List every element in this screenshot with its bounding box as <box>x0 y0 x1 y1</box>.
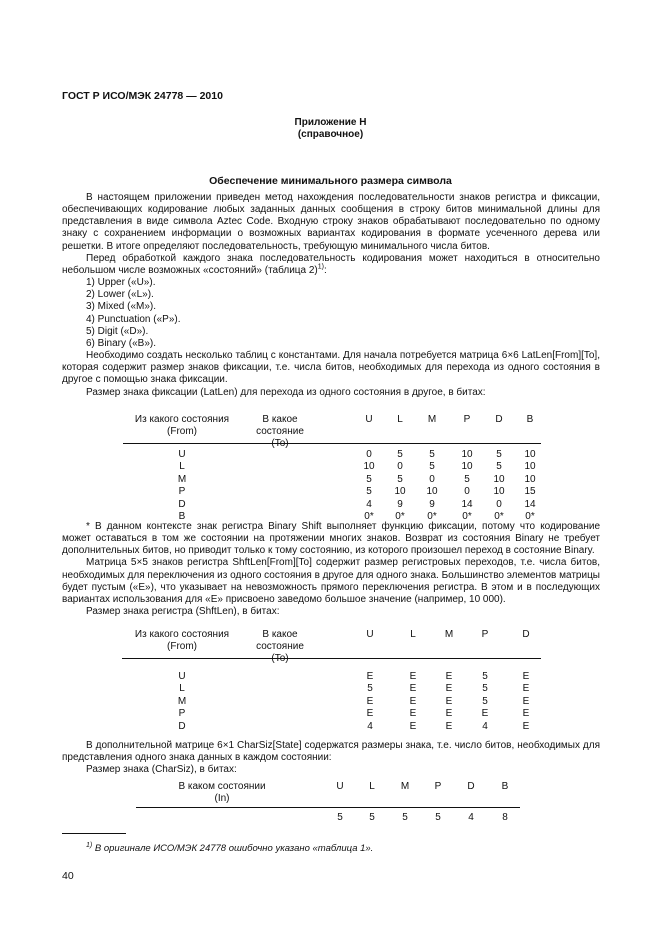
row-state: L <box>179 461 185 473</box>
appendix-heading <box>0 117 661 140</box>
column-header: M <box>444 629 454 640</box>
column-header: D <box>522 629 530 640</box>
paragraph: * В данном контексте знак регистра Binary Shift выполняет функцию фиксации, потому что кодирование может оставаться в том же состоянии на протяжении многих знаков. Возврат из состояния Binary не требует дополнительных битов, но приводит только к тому состоянию, из которого произошел переход в состояние Binary. <box>62 521 600 557</box>
table-cell: E <box>445 720 453 732</box>
table-cell: E <box>409 695 417 707</box>
column-header: M <box>427 414 437 425</box>
table-cell: E <box>445 671 453 682</box>
table-cell: E <box>445 695 453 707</box>
table-cell: 15 <box>524 486 536 498</box>
state-item: 6) Binary («B»). <box>86 337 157 349</box>
column-header: M <box>400 781 410 792</box>
paragraph-end: : <box>324 264 327 276</box>
paragraph: Размер знака (CharSiz), в битах: <box>86 764 237 776</box>
table-cell: E <box>522 683 530 695</box>
table-cell: E <box>366 695 374 707</box>
table-cell: 10 <box>394 486 406 498</box>
in-header: (In) <box>214 793 230 804</box>
paragraph <box>62 253 600 277</box>
table-rule <box>136 807 520 808</box>
table-cell: 5 <box>482 671 488 682</box>
table-cell: 10 <box>461 461 473 473</box>
middle-text <box>62 521 600 618</box>
table-cell: 5 <box>366 473 372 485</box>
table-cell: 5 <box>367 683 373 695</box>
from-header: Из какого состояния <box>134 414 230 425</box>
column-header: U <box>366 629 374 640</box>
state-item: 5) Digit («D»). <box>86 325 149 337</box>
table-cell: 0 <box>397 461 403 473</box>
column-header: B <box>501 781 509 792</box>
state-item: 4) Punctuation («P»). <box>86 313 181 325</box>
row-state: L <box>179 683 185 695</box>
footnote-ref: 1) <box>317 263 324 271</box>
table-cell: 5 <box>397 473 403 485</box>
document-header: ГОСТ Р ИСО/МЭК 24778 — 2010 <box>62 90 223 102</box>
footnote-divider <box>62 833 126 834</box>
column-header: D <box>495 414 503 425</box>
column-header: P <box>463 414 471 425</box>
column-header: L <box>397 414 403 425</box>
paragraph-text: Перед обработкой каждого знака последовательность кодирования может находиться в относительно небольшом числе возможных «состояний» (таблица 2) <box>62 252 600 276</box>
table-cell: E <box>409 720 417 732</box>
row-state: D <box>178 720 186 732</box>
table-cell: E <box>366 671 374 682</box>
table-cell: 5 <box>429 461 435 473</box>
table-cell: E <box>445 683 453 695</box>
table-cell: 0* <box>364 511 374 522</box>
column-header: U <box>336 781 344 792</box>
table-cell: 10 <box>493 486 505 498</box>
table-cell: 10 <box>461 449 473 460</box>
table-cell: 5 <box>435 812 441 823</box>
column-header: B <box>526 414 534 425</box>
table-cell: 5 <box>402 812 408 823</box>
table-cell: 8 <box>502 812 508 823</box>
state-item: 3) Mixed («M»). <box>86 301 157 313</box>
row-state: U <box>178 671 186 682</box>
paragraph: В настоящем приложении приведен метод нахождения последовательности знаков регистра и фиксации, обеспечивающих кодирование любых заданных данных сообщения в строку битов минимальной длины для представления в виде символа Aztec Code. Входную строку знаков обрабатывают последовательно по одному знаку с сохранением информации о возможных вариантах кодирования в формате усеченного дерева или решетки. В итоге определяют последовательность, требующую минимального числа битов. <box>62 192 600 252</box>
to-header: В какое <box>262 629 298 640</box>
from-header: (From) <box>167 426 197 437</box>
table-cell: 5 <box>496 449 502 460</box>
table-cell: E <box>409 708 417 720</box>
from-header: (From) <box>167 641 197 652</box>
table-cell: 5 <box>397 449 403 460</box>
to-header <box>271 653 288 665</box>
appendix-title: Приложение Н <box>294 117 367 128</box>
row-state: U <box>178 449 186 460</box>
table-cell: 4 <box>367 720 373 732</box>
table-cell: 5 <box>366 486 372 498</box>
table-cell: 4 <box>468 812 474 823</box>
table-cell: 0 <box>366 449 372 460</box>
table-cell: E <box>522 708 530 720</box>
table-cell: 5 <box>482 695 488 707</box>
table-cell: 0 <box>429 473 435 485</box>
table-cell: 10 <box>524 461 536 473</box>
state-item: 1) Upper («U»). <box>86 277 156 289</box>
table-cell: E <box>366 708 374 720</box>
to-header <box>271 438 288 450</box>
table-cell: 4 <box>366 498 372 510</box>
table-cell: 10 <box>493 473 505 485</box>
row-state: M <box>177 473 187 485</box>
from-header: Из какого состояния <box>134 629 230 640</box>
to-header: состояние <box>256 426 304 437</box>
table-cell: E <box>481 708 489 720</box>
table-cell: 5 <box>482 683 488 695</box>
paragraph: Размер знака регистра (ShftLen), в битах: <box>86 606 280 618</box>
table-cell: 0* <box>427 511 437 522</box>
footnote-mark: 1) <box>86 841 93 849</box>
table-cell: 9 <box>429 498 435 510</box>
column-header: D <box>467 781 475 792</box>
paragraph: Размер знака фиксации (LatLen) для перехода из одного состояния в другое, в битах: <box>86 386 486 398</box>
table-cell: 10 <box>363 461 375 473</box>
table-cell: 0* <box>494 511 504 522</box>
table-cell: 5 <box>369 812 375 823</box>
table-cell: E <box>522 671 530 682</box>
row-state: P <box>178 708 186 720</box>
table-cell: 0 <box>464 486 470 498</box>
footnote-text: В оригинале ИСО/МЭК 24778 ошибочно указано «таблица 1». <box>94 843 374 854</box>
column-header: U <box>365 414 373 425</box>
table-cell: 14 <box>524 498 536 510</box>
row-state: P <box>178 486 186 498</box>
table-cell: 4 <box>482 720 488 732</box>
row-state: D <box>178 498 186 510</box>
table-cell: E <box>409 671 417 682</box>
section-title: Обеспечение минимального размера символа <box>209 175 452 187</box>
table-cell: 5 <box>464 473 470 485</box>
paragraph: В дополнительной матрице 6×1 CharSiz[State] содержатся размеры знака, т.е. число битов, необходимых для представления одного знака данных в каждом состоянии: <box>62 740 600 764</box>
table-cell: 14 <box>461 498 473 510</box>
table-rule <box>122 658 541 659</box>
table-cell: 0 <box>496 498 502 510</box>
page-number: 40 <box>62 870 74 882</box>
column-header: P <box>481 629 489 640</box>
row-state: B <box>178 511 186 522</box>
charsiz-text <box>62 740 600 776</box>
table-rule <box>123 443 541 444</box>
table-cell: 10 <box>524 473 536 485</box>
table-cell: 10 <box>524 449 536 460</box>
table-cell: 0* <box>462 511 472 522</box>
table-cell: 0* <box>395 511 405 522</box>
row-state: M <box>177 695 187 707</box>
footnote <box>86 843 373 854</box>
table-cell: E <box>409 683 417 695</box>
in-header: В каком состоянии <box>178 781 266 792</box>
to-header: состояние <box>256 641 304 652</box>
column-header: L <box>410 629 416 640</box>
intro-text <box>62 192 600 399</box>
table-cell: E <box>522 720 530 732</box>
table-cell: 5 <box>429 449 435 460</box>
appendix-subtitle: (справочное) <box>297 128 364 140</box>
column-header: P <box>434 781 442 792</box>
column-header: L <box>369 781 375 792</box>
table-cell: 10 <box>426 486 438 498</box>
table-cell: 9 <box>397 498 403 510</box>
table-cell: 0* <box>525 511 535 522</box>
paragraph: Необходимо создать несколько таблиц с константами. Для начала потребуется матрица 6×6 LatLen[From][To], которая содержит размер знаков фиксации, т.е. числа битов, необходимых для перехода из одного состояния в другое с помощью знака фиксации. <box>62 350 600 386</box>
state-item: 2) Lower («L»). <box>86 289 154 301</box>
table-cell: E <box>445 708 453 720</box>
to-header: В какое <box>262 414 298 425</box>
table-cell: E <box>522 695 530 707</box>
table-cell: 5 <box>496 461 502 473</box>
table-cell: 5 <box>337 812 343 823</box>
paragraph: Матрица 5×5 знаков регистра ShftLen[From][To] содержит размер регистровых переходов, т.е. числа битов, необходимых для переключения из одного состояния в другое для одного знака. Большинство элементов матрицы будет пустым («E»), что указывает на невозможность прямого переключения регистра. В этом и в последующих вариантах использования для «E» присвоено заведомо большое значение (например, 10 000). <box>62 557 600 605</box>
